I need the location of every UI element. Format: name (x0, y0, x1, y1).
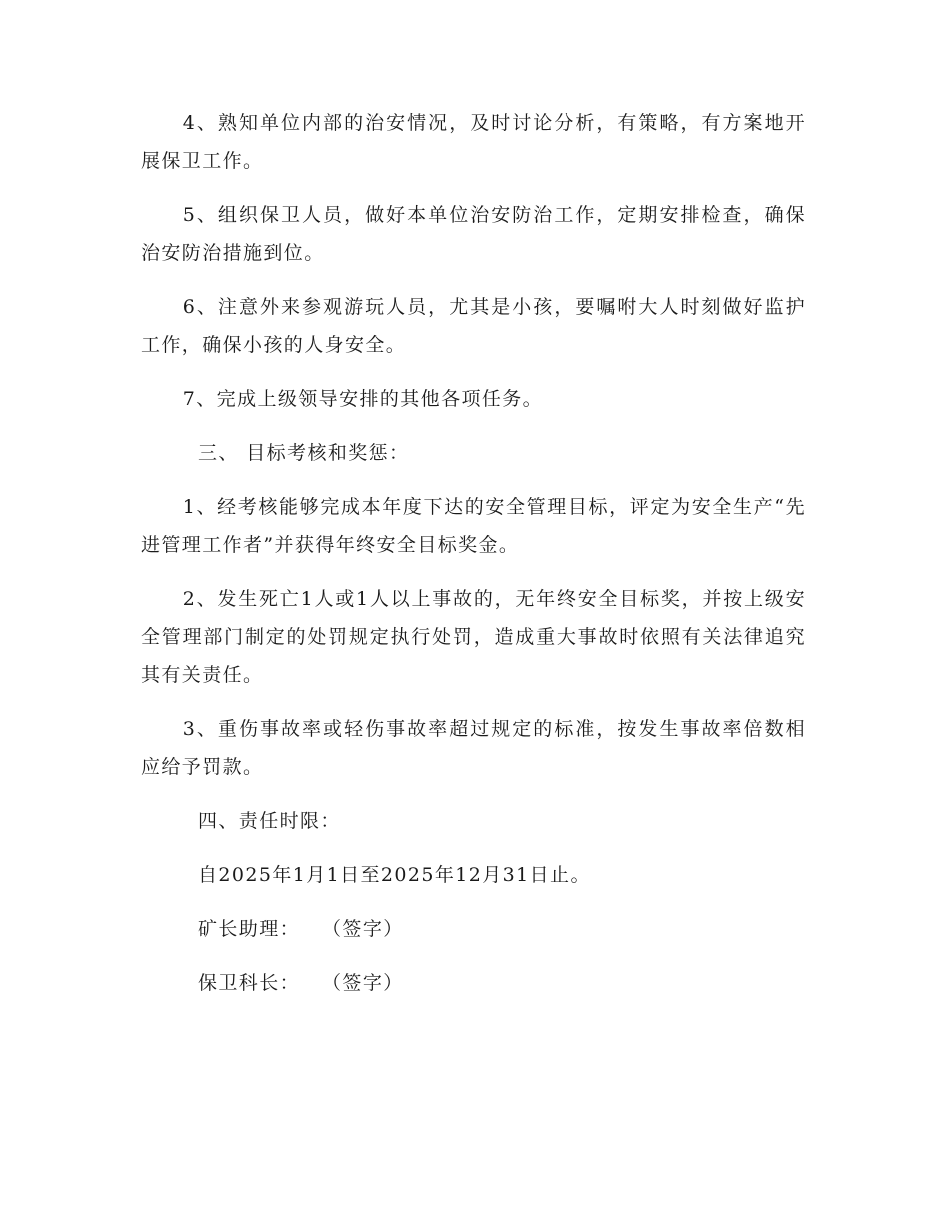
signature-role: 矿长助理： (198, 918, 301, 940)
duty-item-5: 5、组织保卫人员，做好本单位治安防治工作，定期安排检查，确保治安防治措施到位。 (141, 204, 806, 264)
duty-item-7: 7、完成上级领导安排的其他各项任务。 (182, 388, 544, 410)
assessment-item-1: 1、经考核能够完成本年度下达的安全管理目标，评定为安全生产“先进管理工作者”并获得年终安全目标奖金。 (141, 496, 806, 556)
assessment-item-3: 3、重伤事故率或轻伤事故率超过规定的标准，按发生事故率倍数相应给予罚款。 (141, 718, 806, 778)
section-4-heading: 四、责任时限： (198, 810, 341, 832)
responsibility-period: 自2025年1月1日至2025年12月31日止。 (198, 864, 591, 886)
duty-item-4: 4、熟知单位内部的治安情况，及时讨论分析，有策略，有方案地开展保卫工作。 (141, 112, 806, 172)
assessment-item-2: 2、发生死亡1人或1人以上事故的，无年终安全目标奖，并按上级安全管理部门制定的处罚规定执行处罚，造成重大事故时依照有关法律追究其有关责任。 (141, 588, 806, 686)
document-body (141, 104, 806, 1018)
duty-item-6: 6、注意外来参观游玩人员，尤其是小孩，要嘱咐大人时刻做好监护工作，确保小孩的人身安全。 (141, 296, 806, 356)
signature-placeholder: （签字） (322, 918, 404, 940)
section-3-heading: 三、 目标考核和奖惩： (198, 442, 410, 464)
signature-placeholder: （签字） (322, 972, 404, 994)
signature-line-security-chief (141, 964, 806, 1002)
signature-role: 保卫科长： (198, 972, 301, 994)
signature-line-mine-assistant (141, 910, 806, 948)
